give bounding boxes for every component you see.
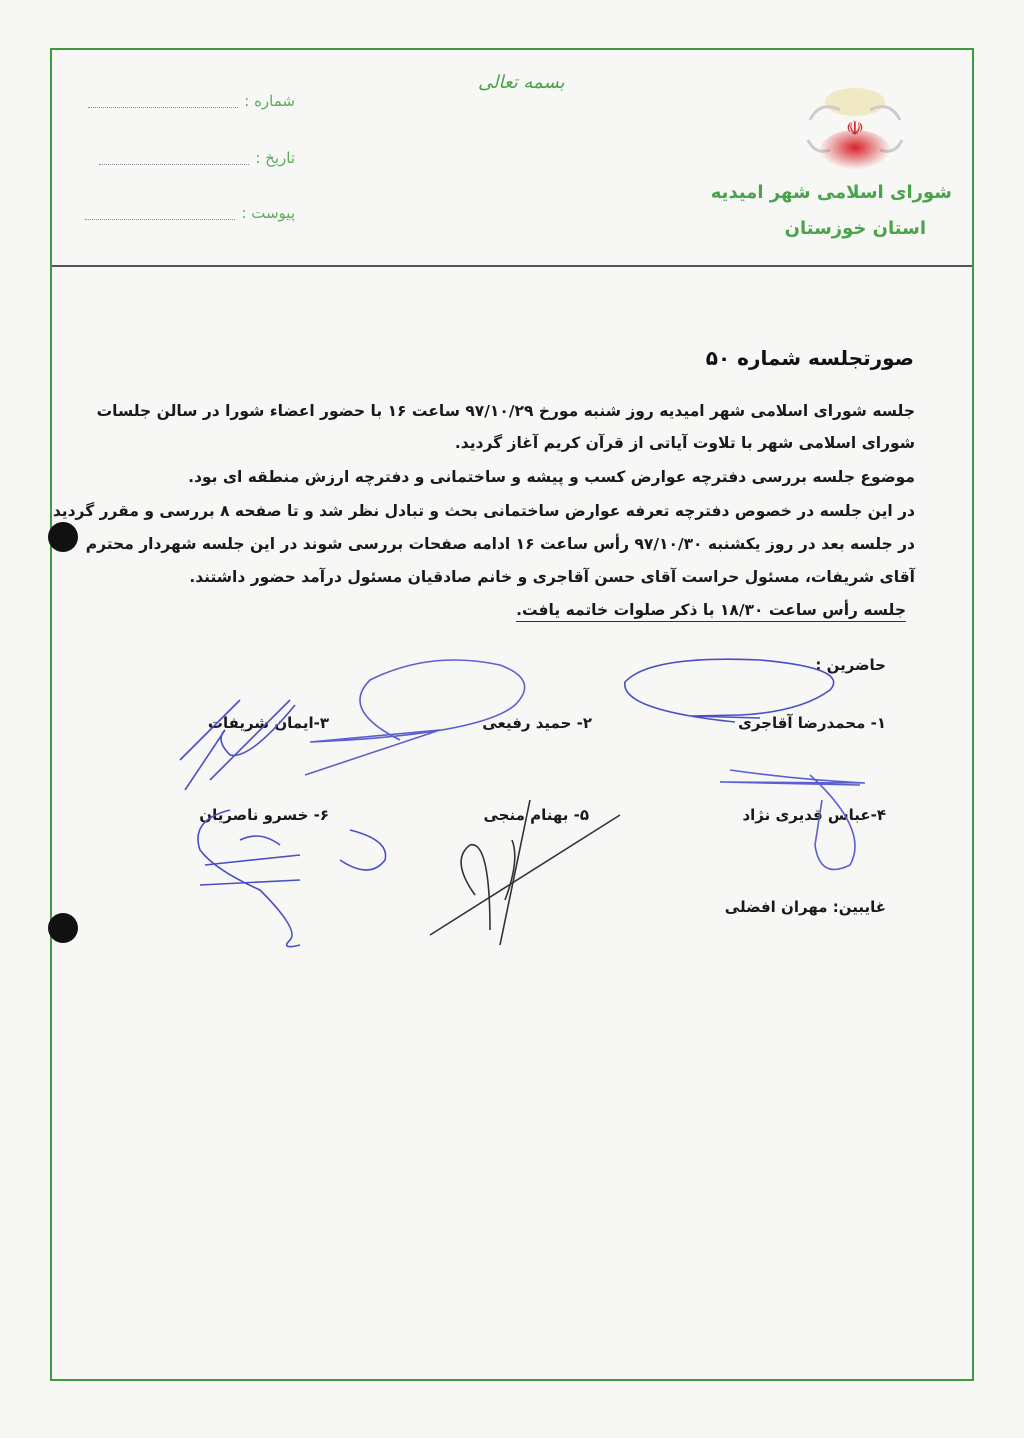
emblem-logo bbox=[800, 80, 910, 180]
header-divider bbox=[52, 265, 972, 267]
org-name: شورای اسلامی شهر امیدیه bbox=[710, 182, 952, 203]
invocation: بسمه تعالی bbox=[478, 72, 565, 93]
svg-text:☫: ☫ bbox=[846, 116, 864, 140]
body-line: شورای اسلامی شهر با تلاوت آیاتی از قرآن کریم آغاز گردید. bbox=[454, 434, 915, 452]
attendee-1: ۱- محمدرضا آقاجری bbox=[738, 714, 886, 732]
number-blank bbox=[88, 95, 238, 108]
attendees-label: حاضرین : bbox=[815, 656, 886, 674]
attachment-field bbox=[80, 204, 295, 222]
attendee-2: ۲- حمید رفیعی bbox=[482, 714, 592, 732]
body-line: آقای شریفات، مسئول حراست آقای حسن آقاجری و خانم صادقیان مسئول درآمد حضور داشتند. bbox=[189, 568, 915, 586]
absent-member: غايبين: مهران افضلی bbox=[724, 898, 886, 916]
closing-line: جلسه رأس ساعت ۱۸/۳۰ با ذکر صلوات خاتمه یافت. bbox=[516, 601, 906, 622]
province: استان خوزستان bbox=[784, 218, 926, 239]
body-line: در جلسه بعد در روز یکشنبه ۹۷/۱۰/۳۰ رأس ساعت ۱۶ ادامه صفحات بررسی شوند در این جلسه شهردار محترم bbox=[85, 535, 915, 553]
punch-hole bbox=[48, 522, 78, 552]
date-field bbox=[80, 149, 295, 167]
attachment-blank bbox=[85, 207, 235, 220]
body-line: جلسه شورای اسلامی شهر امیدیه روز شنبه مورخ ۹۷/۱۰/۲۹ ساعت ۱۶ با حضور اعضاء شورا در سالن جلسات bbox=[96, 402, 915, 420]
attendee-3: ۳-ایمان شریفات bbox=[207, 714, 329, 732]
body-line: موضوع جلسه بررسی دفترچه عوارض کسب و پیشه و ساختمانی و دفترچه ارزش منطقه ای بود. bbox=[188, 468, 915, 486]
number-field bbox=[80, 92, 295, 110]
body-line: در این جلسه در خصوص دفترچه تعرفه عوارض ساختمانی بحث و تبادل نظر شد و تا صفحه ۸ بررسی و مقرر گردید bbox=[52, 502, 915, 520]
punch-hole bbox=[48, 913, 78, 943]
attendee-6: ۶- خسرو ناصریان bbox=[199, 806, 329, 824]
attachment-label: پیوست : bbox=[241, 204, 295, 222]
number-label: شماره : bbox=[244, 92, 295, 110]
document-title: صورتجلسه شماره ۵۰ bbox=[705, 346, 914, 370]
date-label: تاریخ : bbox=[255, 149, 295, 167]
attendee-5: ۵- بهنام منجی bbox=[483, 806, 589, 824]
attendee-4: ۴-عباس قدیری نژاد bbox=[742, 806, 886, 824]
date-blank bbox=[99, 152, 249, 165]
